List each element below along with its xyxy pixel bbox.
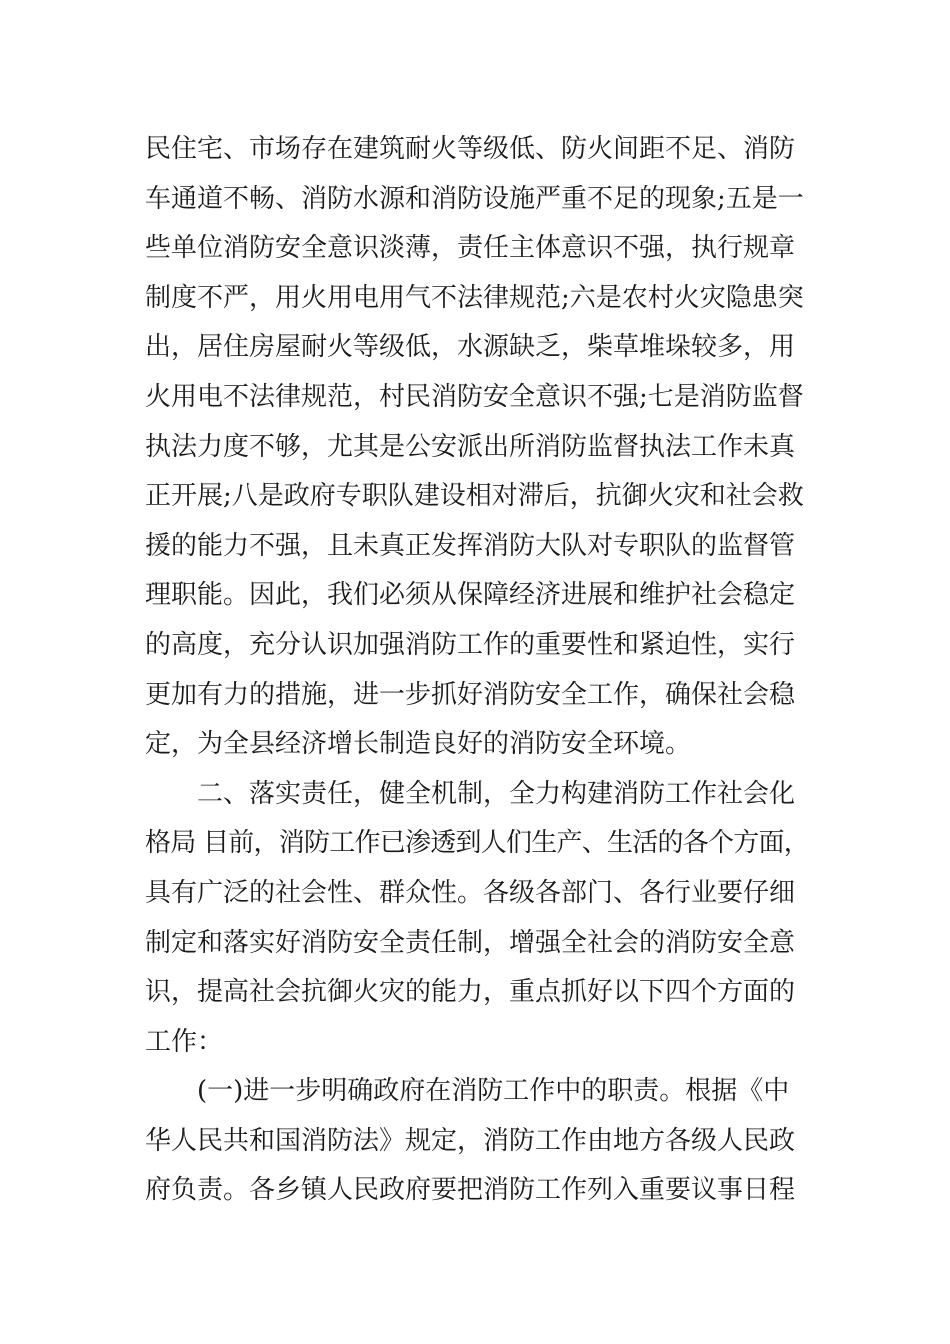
text-line-7: 执法力度不够，尤其是公安派出所消防监督执法工作未真 — [145, 431, 796, 462]
text-line-17: 制定和落实好消防安全责任制，增强全社会的消防安全意 — [145, 927, 796, 958]
text-line-3: 些单位消防安全意识淡薄，责任主体意识不强，执行规章 — [145, 233, 796, 264]
text-line-15: 格局 目前，消防工作已渗透到人们生产、生活的各个方面， — [145, 828, 810, 859]
text-line-21: 华人民共和国消防法》规定，消防工作由地方各级人民政 — [145, 1125, 796, 1156]
text-line-22: 府负责。各乡镇人民政府要把消防工作列入重要议事日程 — [145, 1175, 796, 1206]
text-line-5: 出，居住房屋耐火等级低，水源缺乏，柴草堆垛较多，用 — [145, 332, 796, 363]
section-heading-line: 二、落实责任，健全机制，全力构建消防工作社会化 — [197, 778, 796, 809]
subsection-heading-line: (一)进一步明确政府在消防工作中的职责。根据《中 — [197, 1076, 790, 1107]
text-line-16: 具有广泛的社会性、群众性。各级各部门、各行业要仔细 — [145, 877, 796, 908]
text-line-10: 理职能。因此，我们必须从保障经济进展和维护社会稳定 — [145, 580, 796, 611]
text-line-4: 制度不严，用火用电用气不法律规范;六是农村火灾隐患突 — [145, 282, 804, 313]
text-line-19: 工作： — [145, 1026, 224, 1057]
text-line-12: 更加有力的措施，进一步抓好消防安全工作，确保社会稳 — [145, 679, 796, 710]
text-line-18: 识，提高社会抗御火灾的能力，重点抓好以下四个方面的 — [145, 977, 796, 1008]
text-line-9: 援的能力不强，且未真正发挥消防大队对专职队的监督管 — [145, 530, 796, 561]
text-line-6: 火用电不法律规范，村民消防安全意识不强;七是消防监督 — [145, 381, 804, 412]
text-line-11: 的高度，充分认识加强消防工作的重要性和紧迫性，实行 — [145, 629, 796, 660]
text-line-13: 定，为全县经济增长制造良好的消防安全环境。 — [145, 729, 692, 760]
text-line-8: 正开展;八是政府专职队建设相对滞后，抗御火灾和社会救 — [145, 481, 804, 512]
body-text — [145, 125, 810, 1216]
text-line-1: 民住宅、市场存在建筑耐火等级低、防火间距不足、消防 — [145, 134, 796, 164]
text-line-2: 车通道不畅、消防水源和消防设施严重不足的现象;五是一 — [145, 183, 804, 214]
